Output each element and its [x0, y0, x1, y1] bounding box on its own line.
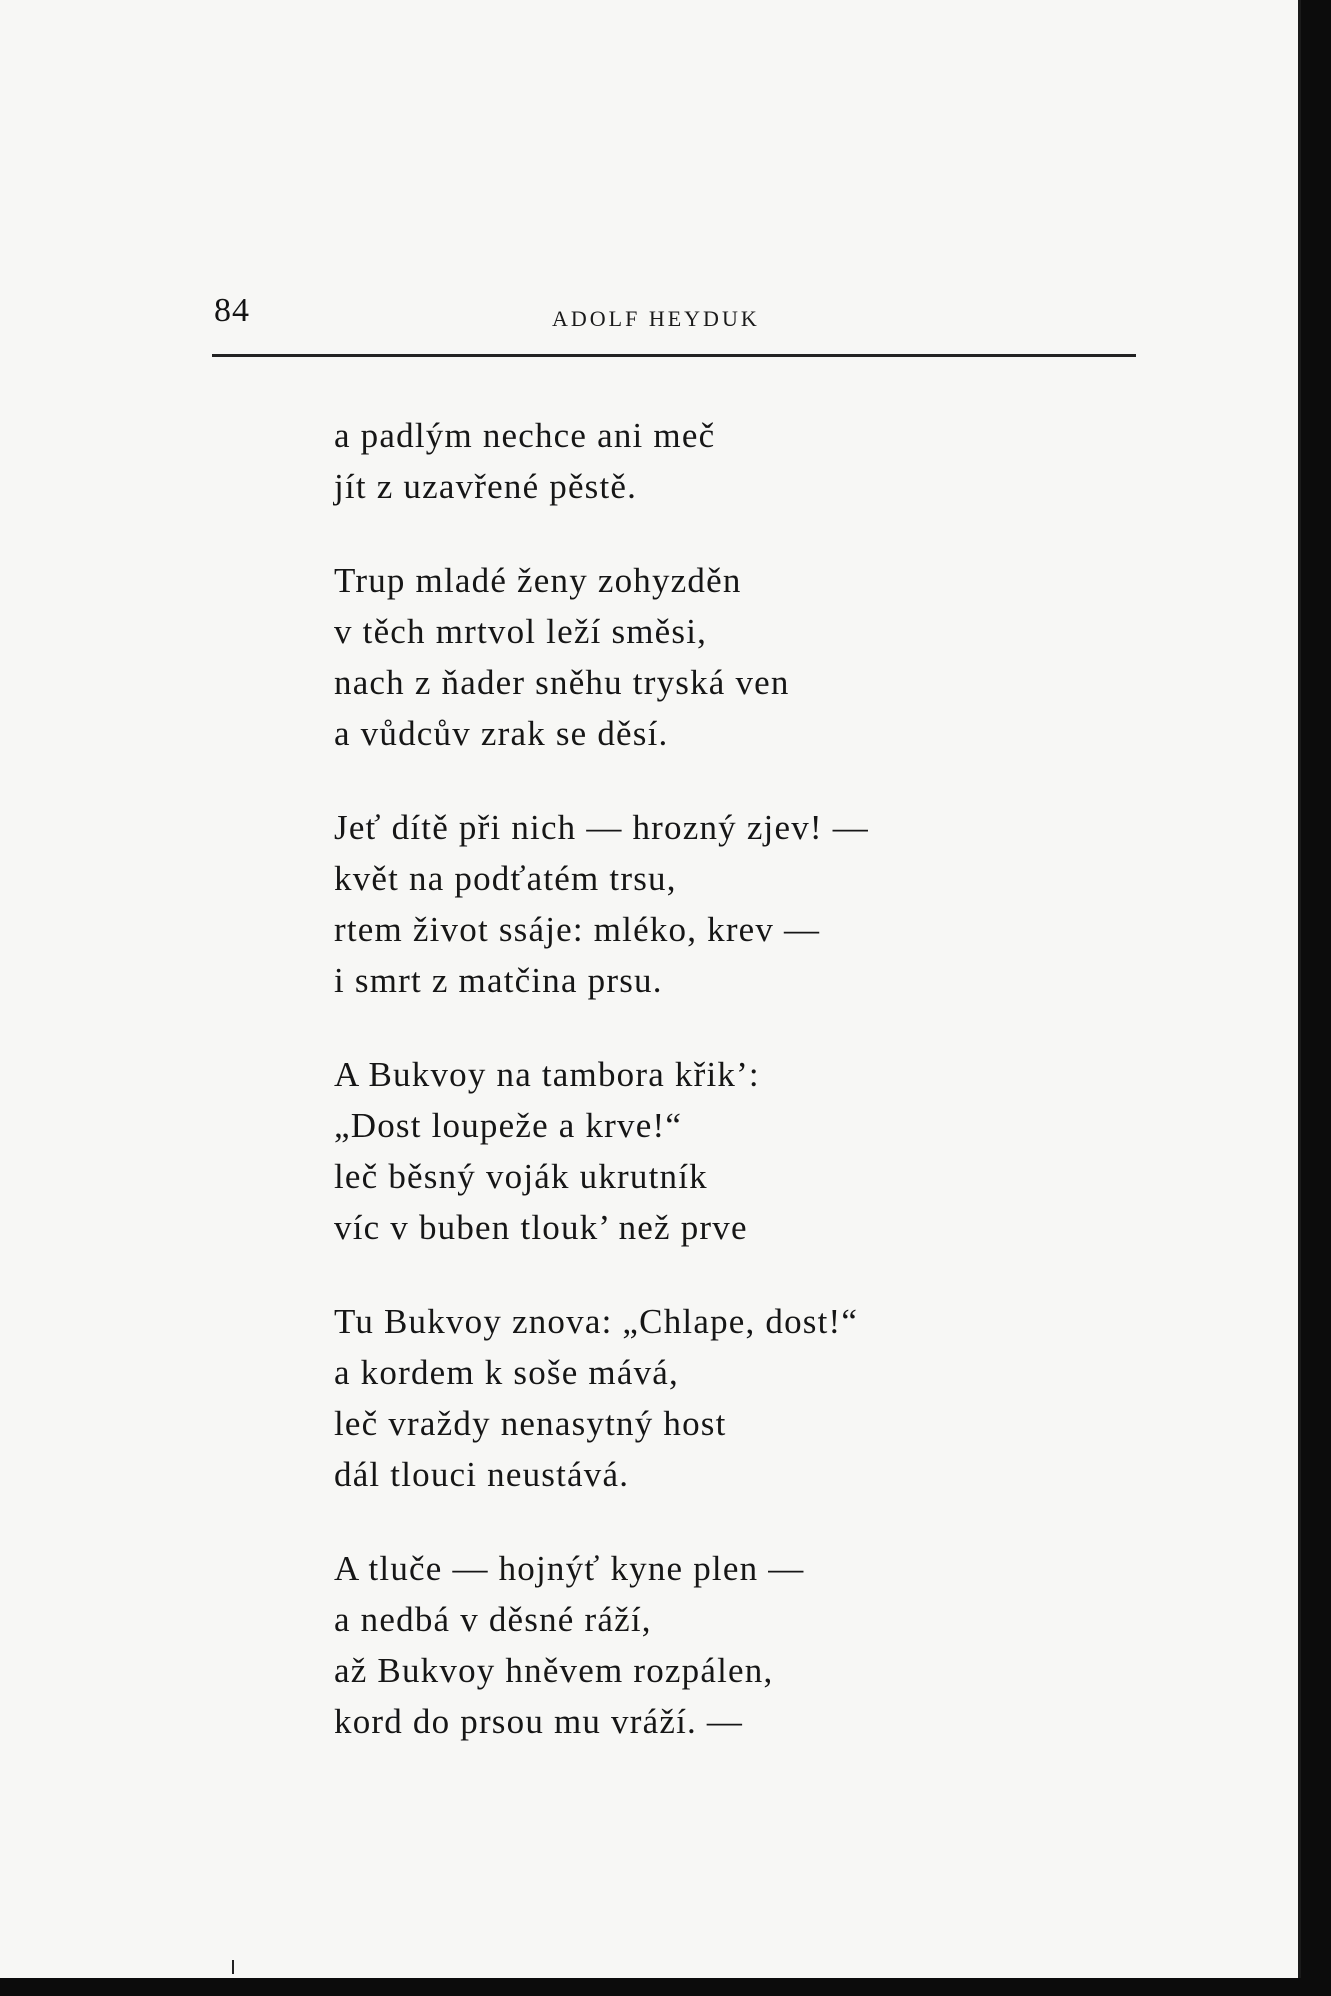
poem-line: dál tlouci neustává. — [334, 1455, 630, 1494]
stanza-6 — [334, 1543, 1134, 1747]
poem-line: v těch mrtvol leží směsi, — [334, 612, 708, 651]
poem-line: nach z ňader sněhu tryská ven — [334, 663, 790, 702]
poem-line: A Bukvoy na tambora křik’: — [334, 1055, 760, 1094]
stanza-3 — [334, 802, 1134, 1006]
poem-line: jít z uzavřené pěstě. — [334, 467, 638, 506]
poem-body — [334, 410, 1134, 1790]
page-number: 84 — [214, 292, 250, 329]
header-rule — [212, 354, 1136, 357]
poem-line: A tluče — hojnýť kyne plen — — [334, 1549, 805, 1588]
poem-line: leč vraždy nenasytný host — [334, 1404, 727, 1443]
running-title: ADOLF HEYDUK — [552, 306, 760, 331]
poem-line: Tu Bukvoy znova: „Chlape, dost!“ — [334, 1302, 859, 1341]
poem-line: a padlým nechce ani meč — [334, 416, 716, 455]
stanza-2 — [334, 555, 1134, 759]
poem-line: „Dost loupeže a krve!“ — [334, 1106, 683, 1145]
poem-line: víc v buben tlouk’ než prve — [334, 1208, 748, 1247]
poem-line: rtem život ssáje: mléko, krev — — [334, 910, 821, 949]
poem-line: květ na podťatém trsu, — [334, 859, 677, 898]
poem-line: až Bukvoy hněvem rozpálen, — [334, 1651, 774, 1690]
poem-line: kord do prsou mu vráží. — — [334, 1702, 744, 1741]
poem-line: a nedbá v děsné ráží, — [334, 1600, 652, 1639]
poem-line: Jeť dítě při nich — hrozný zjev! — — [334, 808, 869, 847]
stanza-5 — [334, 1296, 1134, 1500]
stanza-4 — [334, 1049, 1134, 1253]
poem-line: a vůdcův zrak se děsí. — [334, 714, 669, 753]
poem-line: leč běsný voják ukrutník — [334, 1157, 708, 1196]
poem-line: Trup mladé ženy zohyzděn — [334, 561, 742, 600]
print-speck — [232, 1960, 234, 1974]
poem-line: a kordem k soše mává, — [334, 1353, 679, 1392]
poem-line: i smrt z matčina prsu. — [334, 961, 663, 1000]
stanza-1 — [334, 410, 1134, 512]
